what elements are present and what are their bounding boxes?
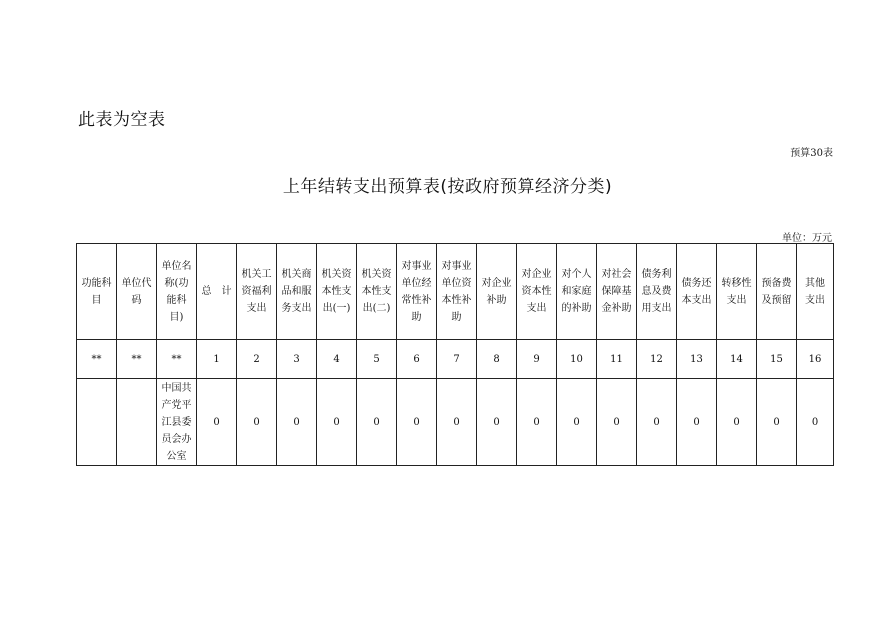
table-cell: 0 — [757, 379, 797, 466]
table-cell: 0 — [517, 379, 557, 466]
table-cell: 0 — [717, 379, 757, 466]
column-number-cell: 15 — [757, 340, 797, 379]
column-number-cell: 16 — [797, 340, 834, 379]
table-cell: 0 — [677, 379, 717, 466]
header-cell: 债务利息及费用支出 — [637, 244, 677, 340]
table-cell: 0 — [437, 379, 477, 466]
header-cell: 转移性支出 — [717, 244, 757, 340]
column-number-cell: 3 — [277, 340, 317, 379]
empty-table-note: 此表为空表 — [78, 110, 166, 130]
column-number-cell: 2 — [237, 340, 277, 379]
column-number-cell: 8 — [477, 340, 517, 379]
table-cell: 0 — [637, 379, 677, 466]
column-number-row — [77, 340, 834, 379]
column-number-cell: 13 — [677, 340, 717, 379]
header-cell: 对企业补助 — [477, 244, 517, 340]
table-number: 预算30表 — [790, 148, 833, 159]
header-cell: 对事业单位资本性补助 — [437, 244, 477, 340]
column-number-cell: 14 — [717, 340, 757, 379]
table-cell: 0 — [197, 379, 237, 466]
column-number-cell: 9 — [517, 340, 557, 379]
column-number-cell: 1 — [197, 340, 237, 379]
column-number-cell: ** — [77, 340, 117, 379]
header-cell: 对社会保障基金补助 — [597, 244, 637, 340]
column-number-cell: 5 — [357, 340, 397, 379]
table-cell: 0 — [797, 379, 834, 466]
table-cell: 0 — [557, 379, 597, 466]
header-cell: 债务还本支出 — [677, 244, 717, 340]
table-cell — [77, 379, 117, 466]
table-cell: 0 — [317, 379, 357, 466]
table-cell: 0 — [277, 379, 317, 466]
header-cell: 对事业单位经常性补助 — [397, 244, 437, 340]
header-cell: 功能科目 — [77, 244, 117, 340]
table-cell: 0 — [397, 379, 437, 466]
column-number-cell: ** — [117, 340, 157, 379]
table-cell: 0 — [237, 379, 277, 466]
column-number-cell: 10 — [557, 340, 597, 379]
column-number-cell: 4 — [317, 340, 357, 379]
header-cell: 其他支出 — [797, 244, 834, 340]
header-cell: 机关资本性支出(一) — [317, 244, 357, 340]
header-cell: 总 计 — [197, 244, 237, 340]
column-number-cell: 6 — [397, 340, 437, 379]
column-number-cell: 12 — [637, 340, 677, 379]
header-cell: 机关商品和服务支出 — [277, 244, 317, 340]
header-cell: 机关资本性支出(二) — [357, 244, 397, 340]
unit-name-cell: 中国共产党平江县委员会办公室 — [157, 379, 197, 466]
header-cell: 对个人和家庭的补助 — [557, 244, 597, 340]
header-cell: 单位代码 — [117, 244, 157, 340]
unit-label: 单位：万元 — [782, 233, 832, 244]
table-cell: 0 — [597, 379, 637, 466]
header-cell: 单位名称(功能科目) — [157, 244, 197, 340]
header-cell: 预备费及预留 — [757, 244, 797, 340]
table-cell — [117, 379, 157, 466]
table-cell: 0 — [357, 379, 397, 466]
column-number-cell: 11 — [597, 340, 637, 379]
column-number-cell: 7 — [437, 340, 477, 379]
page-title: 上年结转支出预算表(按政府预算经济分类) — [282, 177, 613, 197]
column-number-cell: ** — [157, 340, 197, 379]
table-cell: 0 — [477, 379, 517, 466]
header-row — [77, 244, 834, 340]
header-cell: 对企业资本性支出 — [517, 244, 557, 340]
table-row — [77, 379, 834, 466]
budget-table — [76, 243, 834, 466]
header-cell: 机关工资福利支出 — [237, 244, 277, 340]
